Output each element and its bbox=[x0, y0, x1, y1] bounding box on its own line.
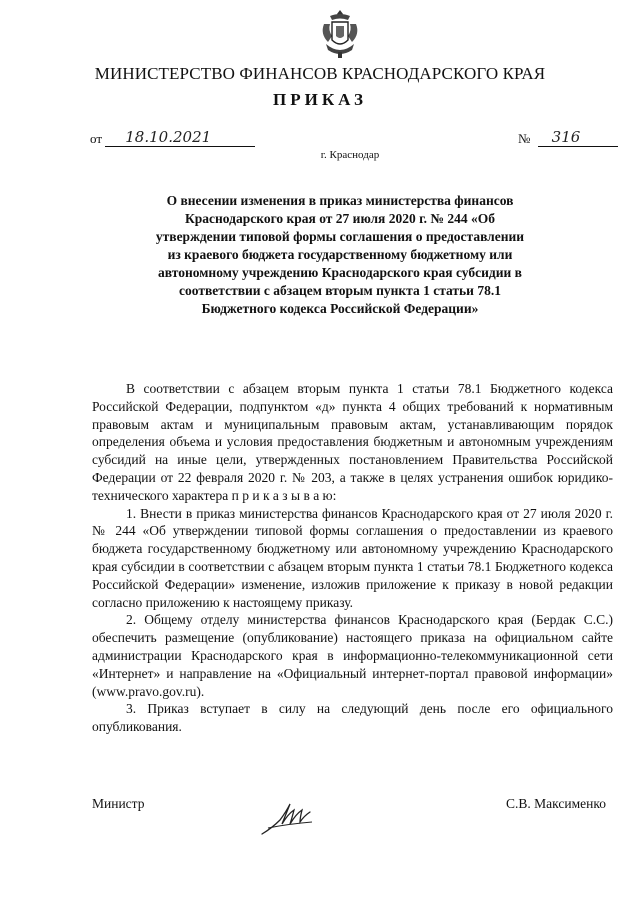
coat-of-arms-icon bbox=[318, 8, 362, 60]
document-type: ПРИКАЗ bbox=[273, 90, 367, 109]
item-1-paragraph: 1. Внести в приказ министерства финансов Краснодарского края от 27 июля 2020 г. № 244 «Об утверждении типовой формы соглашения о предоставлении из краевого бюджета государственному бюджетному или автономному учреждению Краснодарского края субсидии в соответствии с абзацем вторым пункта 1 статьи 78.1 Бюджетного кодекса Российской Федерации» изменение, изложив приложение к приказу в новой редакции согласно приложению к настоящему приказу. bbox=[92, 505, 613, 610]
ministry-name: МИНИСТЕРСТВО ФИНАНСОВ КРАСНОДАРСКОГО КРАЯ bbox=[94, 64, 546, 83]
number-prefix: № bbox=[518, 131, 531, 146]
date-field bbox=[90, 128, 255, 147]
document-subject: О внесении изменения в приказ министерства финансов Краснодарского края от 27 июля 2020 г. № 244 «Об утверждении типовой формы соглашения о предоставлении из краевого бюджета государственному бюджетному или автономному учреждению Краснодарского края субсидии в соответствии с абзацем вторым пункта 1 статьи 78.1 Бюджетного кодекса Российской Федерации» bbox=[155, 193, 525, 316]
date-blank bbox=[105, 128, 255, 147]
number-field bbox=[518, 128, 618, 147]
item-2-paragraph: 2. Общему отделу министерства финансов Краснодарского края (Бердак С.С.) обеспечить размещение (опубликование) настоящего приказа на официальном сайте администрации Краснодарского края в информационно-телекоммуникационной сети «Интернет» и направление на «Официальный интернет-портал правовой информации» (www.pravo.gov.ru). bbox=[92, 612, 613, 699]
number-blank bbox=[538, 128, 618, 147]
city: г. Краснодар bbox=[320, 149, 380, 161]
date-value: 18.10.2021 bbox=[125, 128, 212, 146]
preamble-paragraph: В соответствии с абзацем вторым пункта 1 статьи 78.1 Бюджетного кодекса Российской Федерации, подпунктом «д» пункта 4 общих требований к нормативным правовым актам и муниципальным правовым актам, устанавливающим порядок определения объема и условия предоставления бюджетным и автономным учреждениям субсидий на иные цели, утвержденных постановлением Правительства Российской Федерации от 22 февраля 2020 г. № 203, а также в целях устранения ошибок юридико-технического характера п р и к а з ы в а ю: bbox=[92, 381, 613, 503]
item-3-paragraph: 3. Приказ вступает в силу на следующий день после его официального опубликования. bbox=[92, 701, 613, 735]
signatory-role: Министр bbox=[92, 796, 145, 811]
date-prefix: от bbox=[90, 131, 103, 146]
signatory-name: С.В. Максименко bbox=[506, 796, 606, 811]
signature-icon bbox=[258, 798, 324, 838]
number-value: 316 bbox=[551, 128, 581, 146]
document-body bbox=[92, 380, 613, 736]
